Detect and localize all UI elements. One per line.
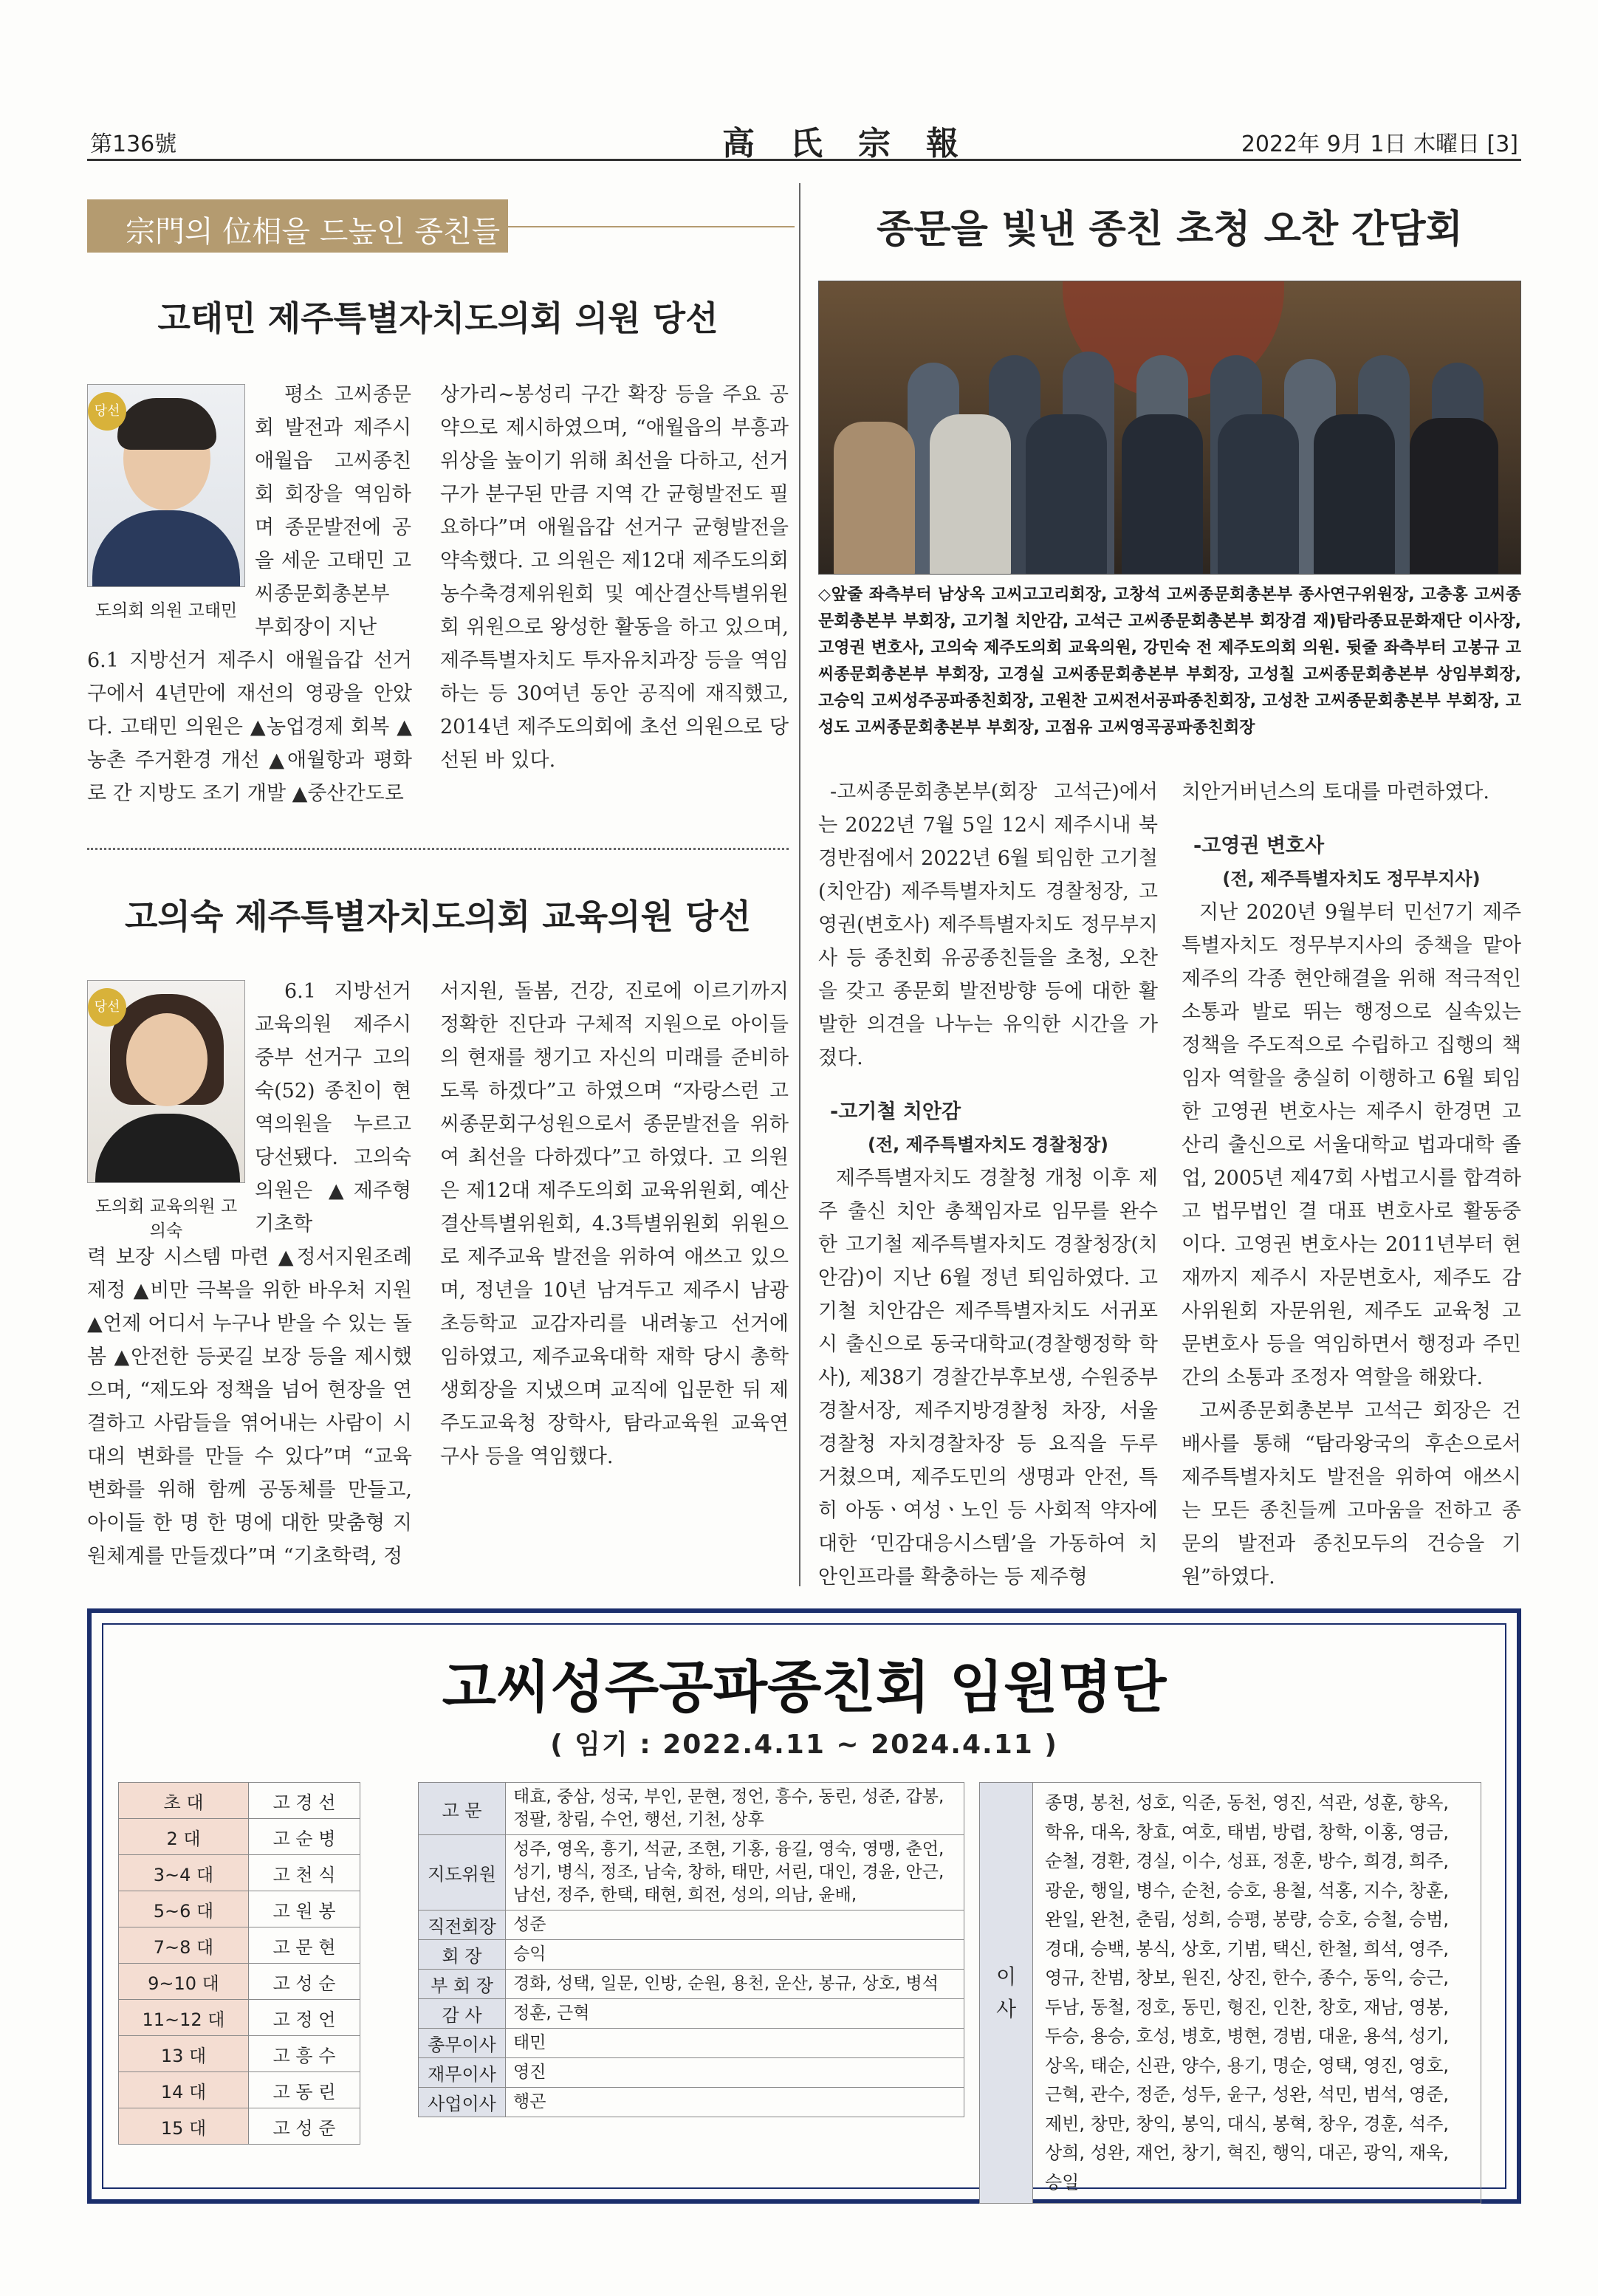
generation-head: 고 경 선 (249, 1783, 360, 1819)
officer-role: 직전회장 (419, 1911, 506, 1940)
table-row (119, 1783, 360, 1819)
officer-names: 승익 (506, 1940, 964, 1970)
article1-title: 고태민 제주특별자치도의회 의원 당선 (157, 298, 719, 338)
table-row (119, 2000, 360, 2036)
portrait-suit (95, 1114, 240, 1183)
generation-head: 고 천 식 (249, 1855, 360, 1891)
table-row (119, 1819, 360, 1855)
article1-text-part1: 평소 고씨종문회 발전과 제주시 애월읍 고씨종친회 회장을 역임하며 종문발전에 공을 세운 고태민 고씨종문회총본부 부회장이 지난 (255, 383, 411, 639)
generation-label: 초 대 (119, 1783, 249, 1819)
issue-number: 第136號 (90, 131, 177, 157)
officer-role: 부 회 장 (419, 1970, 506, 1999)
profile1-text: 제주특별자치도 경찰청 개청 이후 제주 출신 치안 총책임자로 임무를 완수한 고기철 제주특별자치도 경찰청장(치안감)이 지난 6월 정년 퇴임하였다. 고기철 치안감은 제주특별자치도 서귀포시 출신으로 동국대학교(경찰행정학 학사), 제38기 경찰간부후보생, 수원중부경찰서장, 제주지방경찰청 차장, 서울경찰청 자치경찰차장 등 요직을 두루 거쳤으며, 제주도민의 생명과 안전, 특히 아동ㆍ여성ㆍ노인 등 사회적 약자에 대한 ‘민감대응시스템’을 가동하여 치안인프라를 확충하는 등 제주형 (818, 1167, 1158, 1589)
generation-head: 고 정 언 (249, 2000, 360, 2036)
article2-title: 고의숙 제주특별자치도의회 교육의원 당선 (125, 897, 751, 936)
officers-table (418, 1782, 964, 2117)
roster-title: 고씨성주공파종친회 임원명단 (442, 1654, 1167, 1720)
section-banner: 宗門의 位相을 드높인 종친들 (87, 199, 508, 253)
officer-names: 정훈, 근혁 (506, 1999, 964, 2029)
luncheon-closing: 고씨종문회총본부 고석근 회장은 건배사를 통해 “탐라왕국의 후손으로서 제주특별자치도 발전을 위하여 애쓰시는 모든 종친들께 고마움을 전하고 종문의 발전과 종친모두의 건승을 기원”하였다. (1182, 1399, 1521, 1589)
photo-person (1122, 414, 1203, 575)
generation-label: 13 대 (119, 2036, 249, 2072)
officer-names: 경화, 성택, 일문, 인방, 순원, 용천, 운산, 봉규, 상호, 병석 (506, 1970, 964, 1999)
group-photo-caption: ◇앞줄 좌측부터 남상옥 고씨고고리회장, 고창석 고씨종문회총본부 종사연구위원장, 고충홍 고씨종문회총본부 부회장, 고기철 치안감, 고석근 고씨종문회총본부 회장겸 재)탐라종묘문화재단 이사장, 고영권 변호사, 고의숙 제주도의회 교육의원, 강민숙 전 제주도의회 의원. 뒷줄 좌측부터 고봉규 고씨종문회총본부 부회장, 고경실 고씨종문회총본부 부회장, 고성칠 고씨종문회총본부 상임부회장, 고승익 고씨성주공파종친회장, 고원찬 고씨전서공파종친회장, 고성찬 고씨종문회총본부 부회장, 고성도 고씨종문회총본부 부회장, 고점유 고씨영곡공파종친회장 (818, 586, 1521, 737)
group-photo (818, 281, 1521, 575)
officer-names: 태효, 중삼, 성국, 부인, 문현, 정언, 흥수, 동린, 성준, 갑봉, 정팔, 창림, 수언, 행선, 기천, 상후 (506, 1783, 964, 1835)
table-row (119, 1927, 360, 1964)
article2-text-part1: 6.1 지방선거 교육의원 제주시 중부 선거구 고의숙(52) 종친이 현역의원을 누르고 당선됐다. 고의숙 의원은 ▲제주형 기초학 (255, 980, 411, 1236)
generation-label: 3~4 대 (119, 1855, 249, 1891)
article1-text-part2: 6.1 지방선거 제주시 애월읍갑 선거구에서 4년만에 재선의 영광을 안았다. 고태민 의원은 ▲농업경제 회복 ▲농촌 주거환경 개선 ▲애월항과 평화로 간 지방도 조기 개발 ▲중산간도로 (87, 649, 412, 805)
photo-person (1026, 414, 1107, 575)
elected-badge: 당선 (88, 392, 126, 431)
article2-text-part3: 서지원, 돌봄, 건강, 진로에 이르기까지 정확한 진단과 구체적 지원으로 아이들의 현재를 챙기고 자신의 미래를 준비하도록 하겠다”고 하였으며 “자랑스런 고씨종문회구성원으로서 종문발전을 위하여 최선을 다하겠다”고 하였다. 고 의원은 제12대 제주도의회 교육위원회, 예산결산특별위원회, 4.3특별위원회 위원으로 제주교육 발전을 위하여 애쓰고 있으며, 정년을 10년 남겨두고 제주시 남광초등학교 교감자리를 내려놓고 선거에 임하였고, 제주교육대학 재학 당시 총학생회장을 지냈으며 교직에 입문한 뒤 제주도교육청 장학사, 탐라교육원 교육연구사 등을 역임했다. (440, 980, 789, 1468)
portrait-hair (117, 398, 216, 450)
generation-head: 고 성 준 (249, 2108, 360, 2145)
table-row (419, 1783, 964, 1835)
officer-names: 성준 (506, 1911, 964, 1940)
officer-role: 회 장 (419, 1940, 506, 1970)
column-divider (799, 183, 800, 1586)
newspaper-name: 高氏宗報 (722, 125, 994, 162)
table-row (119, 2072, 360, 2108)
luncheon-column-2 (1182, 775, 1521, 1594)
article-separator (87, 848, 789, 850)
table-row (119, 1891, 360, 1927)
generation-head: 고 동 린 (249, 2072, 360, 2108)
officer-names: 태민 (506, 2029, 964, 2058)
generation-label: 15 대 (119, 2108, 249, 2145)
directors-label (980, 1783, 1033, 2204)
table-row (119, 2108, 360, 2145)
photo-person (1218, 414, 1299, 575)
page-header (87, 117, 1521, 161)
table-row (419, 2088, 964, 2117)
portrait-face (126, 1013, 208, 1106)
photo-person (930, 414, 1011, 575)
directors-list: 종명, 봉천, 성호, 익준, 동천, 영진, 석관, 성훈, 향옥, 학유, 대옥, 창효, 여호, 태범, 방렵, 창학, 이홍, 영금, 순철, 경환, 경실, 이수, 성표, 정훈, 방수, 희경, 희주, 광운, 행일, 병수, 순천, 승호, 용철, 석홍, 지수, 창훈, 완일, 완천, 춘림, 성희, 승평, 봉량, 승호, 승철, 승범, 경대, 승백, 봉식, 상호, 기범, 택신, 한철, 희석, 영주, 영규, 찬범, 창보, 원진, 상진, 한수, 종수, 동익, 승근, 두남, 동철, 정호, 동민, 형진, 인찬, 창호, 재남, 영봉, 두승, 용승, 호성, 병호, 병현, 경범, 대윤, 용석, 성기, 상옥, 태순, 신관, 양수, 용기, 명순, 영택, 영진, 영호, 근혁, 관수, 정준, 성두, 윤구, 성완, 석민, 범석, 영준, 제빈, 창만, 창익, 봉익, 대식, 봉혁, 창우, 경훈, 석주, 상희, 성완, 재언, 창기, 혁진, 행익, 대곤, 광익, 재욱, 승일 (1033, 1783, 1481, 2204)
generation-head: 고 순 병 (249, 1819, 360, 1855)
portrait-caption: 도의회 의원 고태민 (95, 601, 238, 620)
luncheon-column-1 (818, 775, 1158, 1594)
officer-role: 지도위원 (419, 1835, 506, 1911)
table-row (119, 1855, 360, 1891)
table-row (119, 2036, 360, 2072)
table-row (419, 1940, 964, 1970)
profile1-name: -고기철 치안감 (830, 1100, 961, 1123)
generation-label: 14 대 (119, 2072, 249, 2108)
generation-label: 7~8 대 (119, 1927, 249, 1964)
directors-label-text: 이 사 (995, 1964, 1017, 2021)
generation-label: 11~12 대 (119, 2000, 249, 2036)
elected-badge: 당선 (88, 988, 126, 1027)
generation-head: 고 문 현 (249, 1927, 360, 1964)
article2-text-part2: 력 보장 시스템 마련 ▲정서지원조례 제정 ▲비만 극복을 위한 바우처 지원 ▲언제 어디서 누구나 받을 수 있는 돌봄 ▲안전한 등굣길 보장 등을 제시했으며, “제도와 정책을 넘어 현장을 연결하고 사람들을 엮어내는 사람이 시대의 변화를 만들 수 있다”며 “교육 변화를 위해 함께 공동체를 만들고, 아이들 한 명 한 명에 대한 맞춤형 지원체계를 만들겠다”며 “기초학력, 정 (87, 1246, 412, 1568)
luncheon-article-title: 종문을 빛낸 종친 초청 오찬 간담회 (877, 208, 1463, 252)
luncheon-intro: -고씨종문회총본부(회장 고석근)에서는 2022년 7월 5일 12시 제주시내 북경반점에서 2022년 6월 퇴임한 고기철(치안감) 제주특별자치도 경찰청장, 고영권(변호사) 제주특별자치도 정무부지사 등 종친회 유공종친들을 초청, 오찬을 갖고 종문회 발전방향 등에 대한 활발한 의견을 나누는 유익한 시간을 가졌다. (818, 781, 1158, 1069)
table-row (419, 1970, 964, 1999)
portrait-photo-go-uisuk (87, 980, 245, 1183)
photo-person (1314, 414, 1395, 575)
table-row (119, 1964, 360, 2000)
generation-label: 9~10 대 (119, 1964, 249, 2000)
officer-role: 재무이사 (419, 2058, 506, 2088)
generations-table (118, 1782, 360, 2145)
table-row (419, 2029, 964, 2058)
profile2-name: -고영권 변호사 (1193, 835, 1325, 857)
officer-role: 감 사 (419, 1999, 506, 2029)
profile2-position: (전, 제주특별자치도 정무부지사) (1222, 868, 1481, 889)
generation-head: 고 원 봉 (249, 1891, 360, 1927)
officer-names: 영진 (506, 2058, 964, 2088)
generation-head: 고 흥 수 (249, 2036, 360, 2072)
generation-head: 고 성 순 (249, 1964, 360, 2000)
photo-person (834, 422, 915, 575)
table-row (419, 2058, 964, 2088)
officer-role: 사업이사 (419, 2088, 506, 2117)
generation-label: 2 대 (119, 1819, 249, 1855)
table-row (419, 1835, 964, 1911)
generation-label: 5~6 대 (119, 1891, 249, 1927)
article1-text-part3: 상가리~봉성리 구간 확장 등을 주요 공약으로 제시하였으며, “애월읍의 부흥과 위상을 높이기 위해 최선을 다하고, 선거구가 분구된 만큼 지역 간 균형발전도 필요하다”며 애월읍갑 선거구 균형발전을 약속했다. 고 의원은 제12대 제주도의회 농수축경제위원회 및 예산결산특별위원회 위원으로 왕성한 활동을 하고 있으며, 제주특별자치도 투자유치과장 등을 역임하는 등 30여년 동안 공직에 재직했고, 2014년 제주도의회에 초선 의원으로 당선된 바 있다. (440, 383, 789, 772)
luncheon-intro-continued: 치안거버넌스의 토대를 마련하였다. (1182, 781, 1489, 803)
officer-names: 행곤 (506, 2088, 964, 2117)
photo-person (1410, 418, 1498, 575)
officer-role: 고 문 (419, 1783, 506, 1835)
portrait-suit (92, 510, 240, 587)
profile2-text: 지난 2020년 9월부터 민선7기 제주특별자치도 정무부지사의 중책을 맡아 제주의 각종 현안해결을 위해 적극적인 소통과 발로 뛰는 행정으로 실속있는 정책을 주도적으로 수립하고 집행의 책임자 역할을 충실히 이행하고 6월 퇴임한 고영권 변호사는 제주시 한경면 고산리 출신으로 서울대학교 법과대학 졸업, 2005년 제47회 사법고시를 합격하고 법무법인 결 대표 변호사로 활동중이다. 고영권 변호사는 2011년부터 현재까지 제주시 자문변호사, 제주도 감사위원회 자문위원, 제주도 교육청 고문변호사 등을 역임하면서 행정과 주민간의 소통과 조정자 역할을 해왔다. (1182, 901, 1521, 1389)
portrait-caption: 도의회 교육의원 고의숙 (95, 1197, 238, 1241)
table-row (980, 1783, 1481, 2204)
officer-names: 성주, 영옥, 흥기, 석균, 조현, 기홍, 융길, 영숙, 영맹, 춘언, 성기, 병식, 정조, 남숙, 창하, 태만, 서린, 대인, 경윤, 안근, 남선, 정주, 한택, 태현, 희전, 성의, 의남, 윤배, (506, 1835, 964, 1911)
table-row (419, 1999, 964, 2029)
officer-role: 총무이사 (419, 2029, 506, 2058)
banner-rule (508, 226, 795, 227)
profile1-position: (전, 제주특별자치도 경찰청장) (868, 1134, 1108, 1155)
publication-date: 2022年 9月 1日 木曜日 [3] (1241, 131, 1518, 157)
roster-term: ( 임기 : 2022.4.11 ~ 2024.4.11 ) (550, 1730, 1058, 1760)
directors-table (979, 1782, 1481, 2204)
table-row (419, 1911, 964, 1940)
portrait-photo-go-taemin (87, 384, 245, 587)
